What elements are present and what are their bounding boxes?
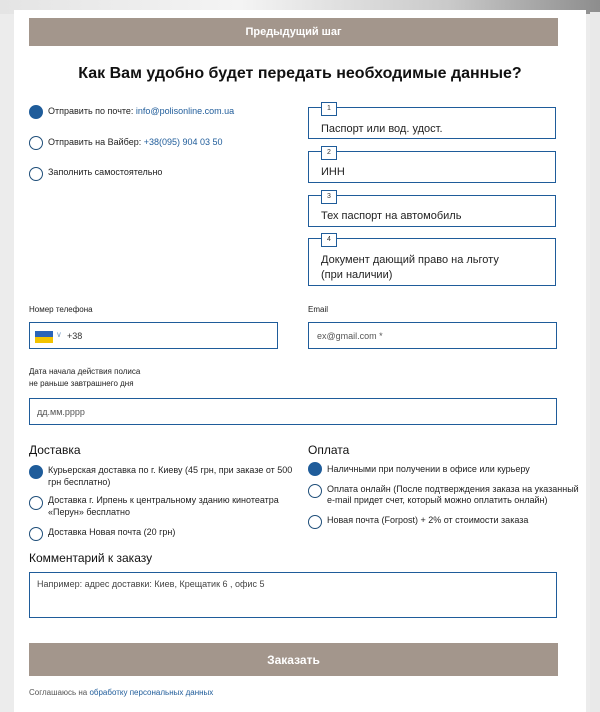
document-box-inn bbox=[308, 151, 556, 183]
fill-self-label[interactable]: Заполнить самостоятельно bbox=[48, 167, 163, 177]
email-link[interactable]: info@polisonline.com.ua bbox=[135, 106, 235, 116]
delivery-irpin-line2[interactable]: «Перун» бесплатно bbox=[48, 507, 130, 517]
delivery-courier-line1[interactable]: Курьерская доставка по г. Киеву (45 грн, при заказе от 500 bbox=[48, 465, 293, 475]
document-text: Тех паспорт на автомобиль bbox=[321, 210, 462, 222]
payment-cash-label[interactable]: Наличными при получении в офисе или курьеру bbox=[327, 464, 530, 474]
document-box-tech-passport bbox=[308, 195, 556, 227]
document-box-passport bbox=[308, 107, 556, 139]
comment-label: Комментарий к заказу bbox=[29, 551, 153, 565]
start-date-label-line1: Дата начала действия полиса bbox=[29, 367, 141, 376]
phone-label: Номер телефона bbox=[29, 305, 93, 314]
consent-prefix: Соглашаюсь на bbox=[29, 688, 88, 697]
email-field[interactable] bbox=[308, 322, 557, 349]
payment-title: Оплата bbox=[308, 443, 350, 457]
comment-placeholder: Например: адрес доставки: Киев, Крещатик 6 , офис 5 bbox=[37, 579, 265, 589]
document-text: ИНН bbox=[321, 166, 345, 178]
chevron-down-icon[interactable]: ∨ bbox=[56, 330, 62, 339]
payment-online-line2[interactable]: e-mail придет счет, который можно оплатить онлайн) bbox=[327, 495, 548, 505]
start-date-placeholder: дд.мм.рррр bbox=[37, 407, 85, 417]
document-number: 3 bbox=[321, 190, 337, 204]
comment-textarea[interactable] bbox=[29, 572, 557, 618]
delivery-irpin-line1[interactable]: Доставка г. Ирпень к центральному зданию кинотеатра bbox=[48, 495, 279, 505]
document-number: 4 bbox=[321, 233, 337, 247]
delivery-courier-line2[interactable]: грн бесплатно) bbox=[48, 477, 111, 487]
viber-phone-link[interactable]: +38(095) 904 03 50 bbox=[143, 137, 223, 147]
order-button[interactable]: Заказать bbox=[29, 643, 558, 676]
send-email-option[interactable] bbox=[48, 105, 234, 117]
send-email-label: Отправить по почте: bbox=[48, 106, 134, 116]
document-text-line1: Документ дающий право на льготу bbox=[321, 254, 499, 266]
radio-payment-cash[interactable] bbox=[308, 462, 322, 476]
payment-forpost-label[interactable]: Новая почта (Forpost) + 2% от стоимости заказа bbox=[327, 515, 529, 525]
scrollbar-track[interactable] bbox=[590, 12, 600, 712]
consent-text bbox=[29, 687, 213, 699]
start-date-label-line2: не раньше завтрашнего дня bbox=[29, 379, 134, 388]
document-box-benefit bbox=[308, 238, 556, 286]
radio-send-viber[interactable] bbox=[29, 136, 43, 150]
radio-payment-forpost[interactable] bbox=[308, 515, 322, 529]
document-number: 1 bbox=[321, 102, 337, 116]
delivery-nova-poshta-label[interactable]: Доставка Новая почта (20 грн) bbox=[48, 527, 176, 537]
send-viber-option[interactable] bbox=[48, 136, 223, 148]
radio-delivery-irpin[interactable] bbox=[29, 496, 43, 510]
phone-field[interactable] bbox=[29, 322, 278, 349]
ukraine-flag-icon[interactable] bbox=[35, 331, 53, 343]
radio-send-email[interactable] bbox=[29, 105, 43, 119]
radio-payment-online[interactable] bbox=[308, 484, 322, 498]
document-number: 2 bbox=[321, 146, 337, 160]
document-text-line2: (при наличии) bbox=[321, 269, 393, 281]
payment-online-line1[interactable]: Оплата онлайн (После подтверждения заказа на указанный bbox=[327, 484, 579, 494]
radio-delivery-courier[interactable] bbox=[29, 465, 43, 479]
privacy-policy-link[interactable]: обработку персональных данных bbox=[89, 688, 214, 697]
delivery-title: Доставка bbox=[29, 443, 81, 457]
email-placeholder: ex@gmail.com * bbox=[317, 331, 383, 341]
send-viber-label: Отправить на Вайбер: bbox=[48, 137, 142, 147]
start-date-field[interactable] bbox=[29, 398, 557, 425]
document-text: Паспорт или вод. удост. bbox=[321, 123, 443, 135]
page-title: Как Вам удобно будет передать необходимые данные? bbox=[78, 65, 522, 82]
email-label: Email bbox=[308, 305, 329, 314]
previous-step-button[interactable]: Предыдущий шаг bbox=[29, 18, 558, 46]
radio-delivery-nova-poshta[interactable] bbox=[29, 527, 43, 541]
phone-prefix: +38 bbox=[67, 331, 83, 341]
radio-fill-self[interactable] bbox=[29, 167, 43, 181]
